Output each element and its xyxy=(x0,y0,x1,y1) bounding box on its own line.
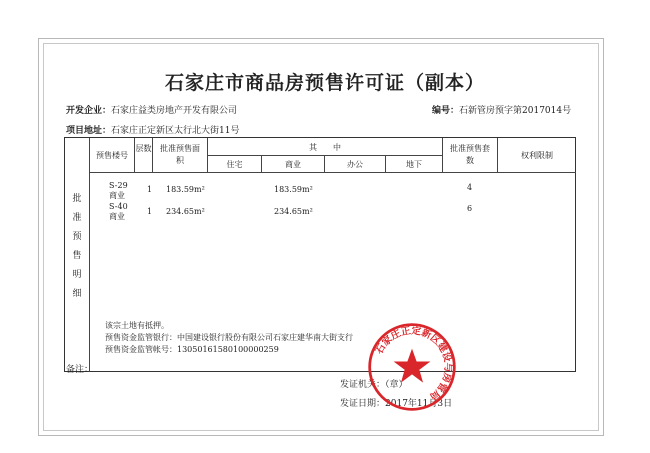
row-floors: 1 xyxy=(147,185,153,194)
approval-table xyxy=(64,137,576,372)
row-units: 4 xyxy=(467,183,473,192)
row-building: S-40 商业 xyxy=(109,202,128,221)
table-divider xyxy=(152,138,153,172)
official-seal xyxy=(366,321,458,413)
header-floors: 层数 xyxy=(135,144,152,153)
supervision-account-row xyxy=(105,344,279,355)
row-floors: 1 xyxy=(147,207,153,216)
developer-value: 石家庄益类房地产开发有限公司 xyxy=(111,106,238,116)
address-value: 石家庄正定新区太行北大街11号 xyxy=(111,126,240,136)
row-area: 183.59m² xyxy=(166,185,205,194)
header-residential: 住宅 xyxy=(226,160,243,169)
header-office: 办公 xyxy=(347,160,363,169)
supervision-bank-label: 预售资金监管银行： xyxy=(105,333,177,342)
mortgage-note: 该宗土地有抵押。 xyxy=(105,321,169,330)
permit-number-row xyxy=(432,103,571,116)
table-divider xyxy=(89,138,90,372)
issue-date-value: 2017年11月3日 xyxy=(385,399,453,409)
certificate-title: 石家庄市商品房预售许可证（副本） xyxy=(164,72,485,94)
issue-date-label: 发证日期： xyxy=(340,399,386,409)
remarks-label: 备注： xyxy=(66,365,94,375)
seal-text: 石家庄正定新区建设与房管局 xyxy=(373,325,454,402)
row-units: 6 xyxy=(467,204,473,213)
header-approved-area: 批准预售面积 xyxy=(160,144,200,165)
developer-row xyxy=(66,103,237,116)
header-restrictions: 权利限制 xyxy=(521,151,553,160)
section-label-approval-details: 批 准 预 售 明 细 xyxy=(72,194,82,299)
header-units: 批准预售套数 xyxy=(450,144,490,165)
supervision-account-value: 13050161580100000259 xyxy=(177,345,279,354)
header-underground: 地下 xyxy=(406,160,422,169)
table-divider xyxy=(442,138,443,172)
header-commercial: 商业 xyxy=(285,160,301,169)
address-label: 项目地址： xyxy=(66,126,112,136)
header-building: 预售楼号 xyxy=(96,151,128,160)
developer-label: 开发企业： xyxy=(66,106,112,116)
header-among: 其 中 xyxy=(309,143,341,152)
row-area: 234.65m² xyxy=(166,207,205,216)
row-commercial: 183.59m² xyxy=(274,185,313,194)
seal-star-icon xyxy=(394,349,431,383)
table-divider xyxy=(207,155,442,156)
permit-number-value: 石新管房预字第2017014号 xyxy=(459,106,572,116)
permit-number-label: 编号： xyxy=(432,106,460,116)
supervision-bank-row xyxy=(105,332,353,343)
table-divider xyxy=(89,172,576,173)
address-row xyxy=(66,123,239,136)
row-building: S-29 商业 xyxy=(109,181,128,200)
supervision-bank-value: 中国建设银行股份有限公司石家庄建华南大街支行 xyxy=(177,333,353,342)
supervision-account-label: 预售资金监管帐号： xyxy=(105,345,177,354)
issuer-label: 发证机关： xyxy=(340,380,386,390)
row-commercial: 234.65m² xyxy=(274,207,313,216)
issuer-seal-mark: （章） xyxy=(385,380,408,390)
